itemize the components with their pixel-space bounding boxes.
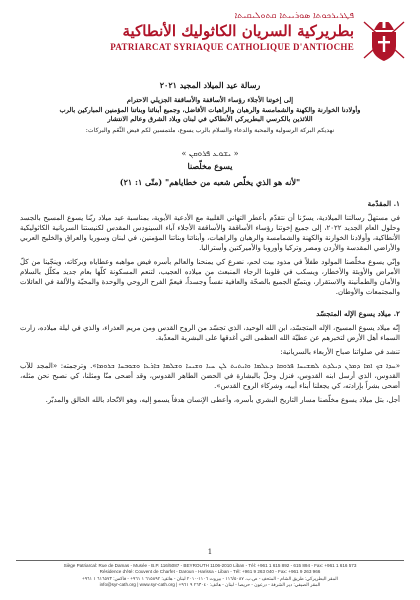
brand-french-name: PATRIARCAT SYRIAQUE CATHOLIQUE D'ANTIOCHE bbox=[110, 42, 354, 52]
letter-title: رسالة عيد الميلاد المجيد ٢٠٢١ bbox=[159, 80, 261, 90]
paragraph: أجل، بتل ميلاد يسوع مخلّصنا مسار التاريخ البشري بأسره، وأعطى الإنسان هدفاً يسمو إليه، وهو الاتّحاد بالله الخالق والمدبّر. bbox=[45, 395, 400, 404]
salutation-line: إلى إخوتنا الأجلاء رؤساء الأساقفة والأساقفة الجزيلي الاحترام bbox=[126, 96, 294, 104]
footer bbox=[16, 563, 404, 589]
letterhead bbox=[12, 8, 408, 66]
syriac-motto: « ܝܫܘܥ ܦܪܘܩܢ » bbox=[181, 148, 239, 158]
section-heading: ١. المقدّمة bbox=[367, 198, 400, 208]
paragraph: في مستهلّ رسالتنا الميلادية، يسرّنا أن نتقدّم بأعطر التهاني القلبية مع الأدعية الأبوية، بمناسبة عيد ميلاد ربّنا يسوع المسيح بالجسد وحلول العام الجديد ٢٠٢٢، إلى جميع إخوتنا رؤساء الأساقفة والأساقفة الأجلاء آباء السينودس المقدس لكنيستنا السريانية الكاثوليكية الأنطاكية، وأولادنا الخوارنة والكهنة والشمامسة والرهبان والراهبات، وأبنائنا وبناتنا المؤمنين، في لبنان وسوريا والعراق والخليج العربي والأراضي المقدسة والأردن ومصر وتركيا وأوروبا والأميركتين وأستراليا. bbox=[20, 213, 400, 252]
section-heading: ٢. ميلاد يسوع الإله المتجسّد bbox=[316, 308, 400, 318]
page-number: 1 bbox=[207, 548, 213, 556]
brand-syriac-name: ܦܛܪܝܪܟܘܬܐ ܣܘܪܝܝܬܐ ܩܬܘܠܝܩܝܬܐ bbox=[234, 11, 354, 21]
footer-address-line: المقر البطريركي: طريق الشام - المتحف - ص.ب. ١١٦/٥٠٨٧ - بيروت ١١٠٦-٢٠١٠ لبنان - هاتف: ٦١٥٨٩٢ ١ ٩٦١+ - فاكس: ٦١٦٥٧٣ ١ ٩٦١+ bbox=[82, 575, 338, 581]
footer-address-line: Résidence d'été: Couvent de Charfet - Daroun - Harissa - Liban - Tél: +961 9 263 040 - Fax: +961 9 263 966 bbox=[99, 569, 321, 575]
footer-address-line: المقر الصيفي: دير الشرفة - درعون - حريصا - لبنان - هاتف: ٢٦٣٠٤٠ ٩ ٩٦١+ | info@syr-cath.org | www.syr-cath.org bbox=[99, 582, 321, 588]
footer-address-line: Siège Patriarcal: Rue de Damas - Musée - B.P. 116/5087 - BEYROUTH 1106-2010 Liban - Tél: +961 1 615 892 - 615 894 - Fax: +961 1 616 573 bbox=[63, 563, 357, 568]
salutation-line: اللائذين بالكرسي البطريركي الأنطاكي في لبنان وبلاد الشرق وعالم الانتشار bbox=[107, 115, 313, 124]
motto-title: يسوع مخلّصنا bbox=[187, 160, 233, 171]
letter-body bbox=[20, 80, 400, 405]
footer-divider bbox=[16, 560, 404, 561]
paragraph: وإنّي يسوع مخلّصنا المولود طفلاً في مذود بيت لحم، نضرع كي يمنحنا والعالم بأسره فيض مواهبه وعطاياه وبركاته، وينجّينا من كلّ الأمراض والأوبئة والأخطار، ويسكب في قلوبنا الرجاء المنبعث من ميلاده العجيب، لتنعم المسكونة كلّها بعام جديد مكلّل بالسلام والأمان والطمأنينة والاستقرار، ويتمتّع الجميع بالصحّة والعافية نفساً وجسداً، فيعمّ الفرح الروحي والوحدة والمحبّة والألفة في العائلات والمجتمعات والأوطان. bbox=[20, 257, 400, 296]
patriarchate-logo bbox=[360, 8, 408, 64]
brand-block bbox=[54, 10, 354, 53]
hymn-quote: «ܚܕܐ ܒܟ ܐܡܐ ܕܡܪܢ ܕܝܠܕܬ ܠܡܫܝܚܐ ܦܪܘܩܐ ܕܥܠܡܐ ܘܐܝܬܝܬ ܠܢ ܚܝܐ ܘܫܝܢܐ ܘܫܠܡܐ ܒܐܪܥܐ ܘܫܘܒܚܐ ܒܪܘܡܐ». وترجمته: «المجد للآب القدوس، الذي أرسل ابنه القدوس، فنزل وحلّ بالبشارة في الحضن الطاهر القدوس، وقد أضحى منّا ومثلنا، كي نصبح نحن مثله، أضحى بشراً بإرادته، كي يجعلنا أبناء أبيه، وشركاء الروح القدس». bbox=[20, 361, 400, 390]
brand-arabic-name: بطريركية السريان الكاثوليك الأنطاكية bbox=[122, 22, 354, 40]
paragraph: إنّه ميلاد يسوع المسيح، الإله المتجسّد، ابن الله الوحيد، الذي تجسّد من الروح القدس ومن مريم العذراء، والذي في ليلة ميلاده، زارت السماء أهل الأرض لتخبرهم عن عطيّة الله العظمى التي أغدقها على البشرية المعذّبة. bbox=[20, 323, 400, 342]
salutation-line: وأولادنا الخوارنة والكهنة والشمامسة والرهبان والراهبات الأفاضل، وجميع أبنائنا وبناتنا المؤمنين المباركين بالرب bbox=[59, 105, 361, 114]
paragraph: تنشد في صلواتنا صباح الأربعاء بالسريانية: bbox=[280, 347, 400, 356]
scripture-verse: "لأنه هو الذي يخلّص شعبه من خطاياهم" (متّى ١: ٢١) bbox=[119, 176, 301, 187]
blessing-line: نهديكم البركة الرسولية والمحبة والدعاء والسلام بالرب يسوع، ملتمسين لكم فيض النِّعَم والبركات: bbox=[85, 126, 335, 134]
